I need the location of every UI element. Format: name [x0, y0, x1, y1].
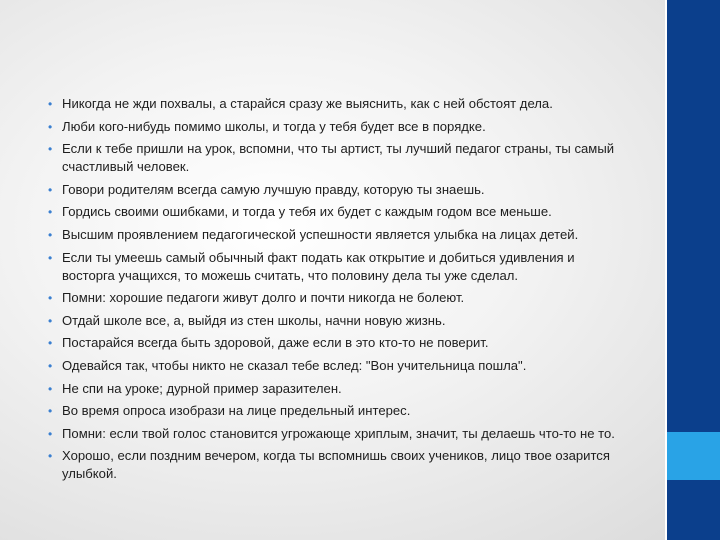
list-item	[48, 289, 630, 307]
list-item-text: Отдай школе все, а, выйдя из стен школы, начни новую жизнь.	[62, 312, 446, 328]
list-item-text: Помни: если твой голос становится угрожающе хриплым, значит, ты делаешь что-то не то.	[62, 425, 615, 441]
list-item	[48, 226, 630, 244]
list-item	[48, 140, 630, 176]
list-item	[48, 380, 630, 398]
list-item-text: Постарайся всегда быть здоровой, даже если в это кто-то не поверит.	[62, 335, 489, 351]
bullet-icon: •	[48, 97, 53, 111]
bullet-icon: •	[48, 291, 53, 306]
list-item	[48, 118, 630, 136]
list-item-text: Гордись своими ошибками, и тогда у тебя их будет с каждым годом все меньше.	[62, 204, 552, 220]
bullet-icon: •	[48, 336, 53, 351]
list-item	[48, 357, 630, 375]
bullet-icon: •	[48, 358, 53, 373]
bullet-icon: •	[48, 449, 53, 464]
list-item-text: Люби кого-нибудь помимо школы, и тогда у тебя будет все в порядке.	[62, 118, 486, 134]
list-item	[48, 249, 630, 285]
list-item	[48, 95, 630, 113]
list-item	[48, 181, 630, 199]
list-item	[48, 312, 630, 330]
bullet-icon: •	[48, 182, 53, 197]
list-item-text: Если ты умеешь самый обычный факт подать как открытие и добиться удивления и восторга учащихся, то можешь считать, что половину дела ты уже сделал.	[62, 249, 575, 283]
list-item-text: Говори родителям всегда самую лучшую правду, которую ты знаешь.	[62, 181, 485, 197]
accent-block	[667, 432, 720, 480]
bullet-list	[48, 95, 630, 488]
list-item-text: Одевайся так, чтобы никто не сказал тебе вслед: "Вон учительница пошла".	[62, 357, 527, 373]
list-item	[48, 402, 630, 420]
bullet-icon: •	[48, 381, 53, 396]
list-item-text: Никогда не жди похвалы, а старайся сразу же выяснить, как с ней обстоят дела.	[62, 96, 553, 111]
bullet-icon: •	[48, 313, 53, 328]
list-item	[48, 203, 630, 221]
bullet-icon: •	[48, 250, 53, 265]
bullet-icon: •	[48, 426, 53, 441]
list-item	[48, 334, 630, 352]
list-item	[48, 447, 630, 483]
list-item-text: Высшим проявлением педагогической успешности является улыбка на лицах детей.	[62, 226, 579, 242]
list-item-text: Хорошо, если поздним вечером, когда ты вспомнишь своих учеников, лицо твое озарится улыбкой.	[62, 448, 610, 482]
bullet-icon: •	[48, 404, 53, 419]
bullet-icon: •	[48, 205, 53, 220]
list-item-text: Не спи на уроке; дурной пример заразителен.	[62, 380, 342, 396]
list-item-text: Во время опроса изобрази на лице предельный интерес.	[62, 403, 411, 419]
list-item	[48, 425, 630, 443]
bullet-icon: •	[48, 119, 53, 134]
bullet-icon: •	[48, 227, 53, 242]
list-item-text: Помни: хорошие педагоги живут долго и почти никогда не болеют.	[62, 290, 465, 306]
list-item-text: Если к тебе пришли на урок, вспомни, что ты артист, ты лучший педагог страны, ты самый счастливый человек.	[62, 141, 615, 175]
bullet-icon: •	[48, 142, 53, 157]
